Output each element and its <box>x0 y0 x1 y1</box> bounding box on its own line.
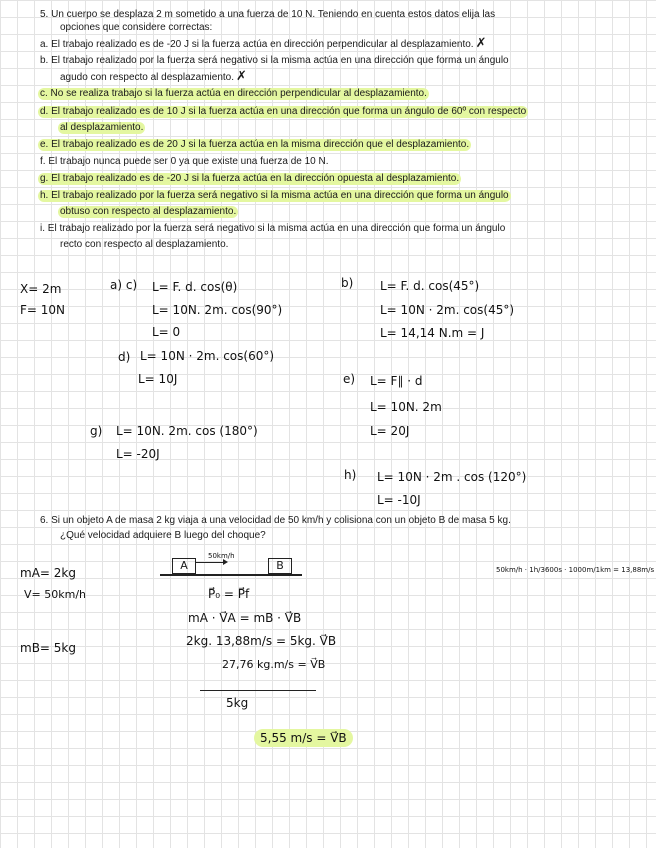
option-h-line2-highlighted: obtuso con respecto al desplazamiento. <box>60 206 237 217</box>
work-h-line2: L= -10J <box>377 493 421 507</box>
option-i-line1: i. El trabajo realizado por la fuerza será negativo si la misma actúa en una dirección que forma un ángulo <box>40 223 506 234</box>
momentum-equation-line4: 27,76 kg.m/s = V⃗B <box>222 658 326 671</box>
given-mass-a: mA= 2kg <box>20 566 76 580</box>
momentum-equation-line5: 5kg <box>226 696 249 710</box>
work-e-line1: L= F∥ · d <box>370 374 423 388</box>
option-b <box>60 71 247 84</box>
option-d-line2-highlighted: al desplazamiento. <box>60 122 144 133</box>
work-ac-line1: L= F. d. cos(θ) <box>152 280 238 294</box>
option-e-highlighted: e. El trabajo realizado es de 20 J si la fuerza actúa en la misma dirección que el desplazamiento. <box>40 139 470 150</box>
label-b: b) <box>341 276 354 290</box>
option-d-line1-highlighted: d. El trabajo realizado es de 10 J si la fuerza actúa en una dirección que forma un ángulo de 60º con respecto <box>40 106 527 117</box>
block-b: B <box>268 558 292 574</box>
label-e: e) <box>343 372 356 386</box>
momentum-equation-line3: 2kg. 13,88m/s = 5kg. V⃗B <box>186 634 337 648</box>
option-a <box>40 38 487 51</box>
label-h: h) <box>344 468 357 482</box>
work-g-line1: L= 10N. 2m. cos (180°) <box>116 424 258 438</box>
work-h-line1: L= 10N · 2m . cos (120°) <box>377 470 527 484</box>
velocity-arrow-icon <box>196 562 226 563</box>
block-a: A <box>172 558 196 574</box>
work-g-line2: L= -20J <box>116 447 160 461</box>
final-result-highlighted: 5,55 m/s = V⃗B <box>254 729 353 747</box>
work-b-line1: L= F. d. cos(45°) <box>380 279 480 293</box>
ground-line <box>160 574 302 576</box>
given-force: F= 10N <box>20 303 66 317</box>
label-a-c: a) c) <box>110 278 138 292</box>
work-b-line2: L= 10N · 2m. cos(45°) <box>380 303 515 317</box>
work-b-line3: L= 14,14 N.m = J <box>380 326 485 340</box>
label-g: g) <box>90 424 103 438</box>
option-i-line2: recto con respecto al desplazamiento. <box>60 239 229 250</box>
option-c-highlighted: c. No se realiza trabajo si la fuerza actúa en dirección perpendicular al desplazamiento. <box>40 88 427 99</box>
q5-stem-line1: 5. Un cuerpo se desplaza 2 m sometido a una fuerza de 10 N. Teniendo en cuenta estos datos elija las <box>40 9 496 20</box>
work-e-line2: L= 10N. 2m <box>370 400 442 414</box>
option-h-line1-highlighted: h. El trabajo realizado por la fuerza será negativo si la misma actúa en una dirección que forma un ángulo <box>40 190 509 201</box>
label-d: d) <box>118 350 131 364</box>
unit-conversion: 50km/h · 1h/3600s · 1000m/1km = 13,88m/s <box>496 566 655 574</box>
cross-mark-icon: ✗ <box>475 36 487 51</box>
given-velocity-a: V= 50km/h <box>24 588 86 601</box>
velocity-label: 50km/h <box>208 552 235 560</box>
work-e-line3: L= 20J <box>370 424 410 438</box>
option-b-text: agudo con respecto al desplazamiento. <box>60 72 235 83</box>
work-ac-line3: L= 0 <box>152 325 181 339</box>
q5-stem-line2: opciones que considere correctas: <box>60 22 213 33</box>
work-d-line2: L= 10J <box>138 372 178 386</box>
momentum-equation-line2: mA · V⃗A = mB · V⃗B <box>188 611 302 625</box>
option-a-text: a. El trabajo realizado es de -20 J si la fuerza actúa en dirección perpendicular al desplazamiento. <box>40 39 474 50</box>
q6-stem-line2: ¿Qué velocidad adquiere B luego del choque? <box>60 530 266 541</box>
option-b-line1: b. El trabajo realizado por la fuerza será negativo si la misma actúa en una dirección que forma un ángulo <box>40 55 509 66</box>
fraction-bar <box>200 690 316 691</box>
given-displacement: X= 2m <box>20 282 62 296</box>
work-d-line1: L= 10N · 2m. cos(60°) <box>140 349 275 363</box>
cross-mark-icon: ✗ <box>236 69 247 84</box>
work-ac-line2: L= 10N. 2m. cos(90°) <box>152 303 283 317</box>
option-f: f. El trabajo nunca puede ser 0 ya que existe una fuerza de 10 N. <box>40 156 329 167</box>
given-mass-b: mB= 5kg <box>20 641 76 655</box>
option-g-highlighted: g. El trabajo realizado es de -20 J si la fuerza actúa en la dirección opuesta al desplazamiento. <box>40 173 460 184</box>
momentum-equation-line1: P⃗₀ = P⃗f <box>208 587 250 601</box>
q6-stem-line1: 6. Si un objeto A de masa 2 kg viaja a una velocidad de 50 km/h y colisiona con un objeto B de masa 5 kg. <box>40 515 511 526</box>
